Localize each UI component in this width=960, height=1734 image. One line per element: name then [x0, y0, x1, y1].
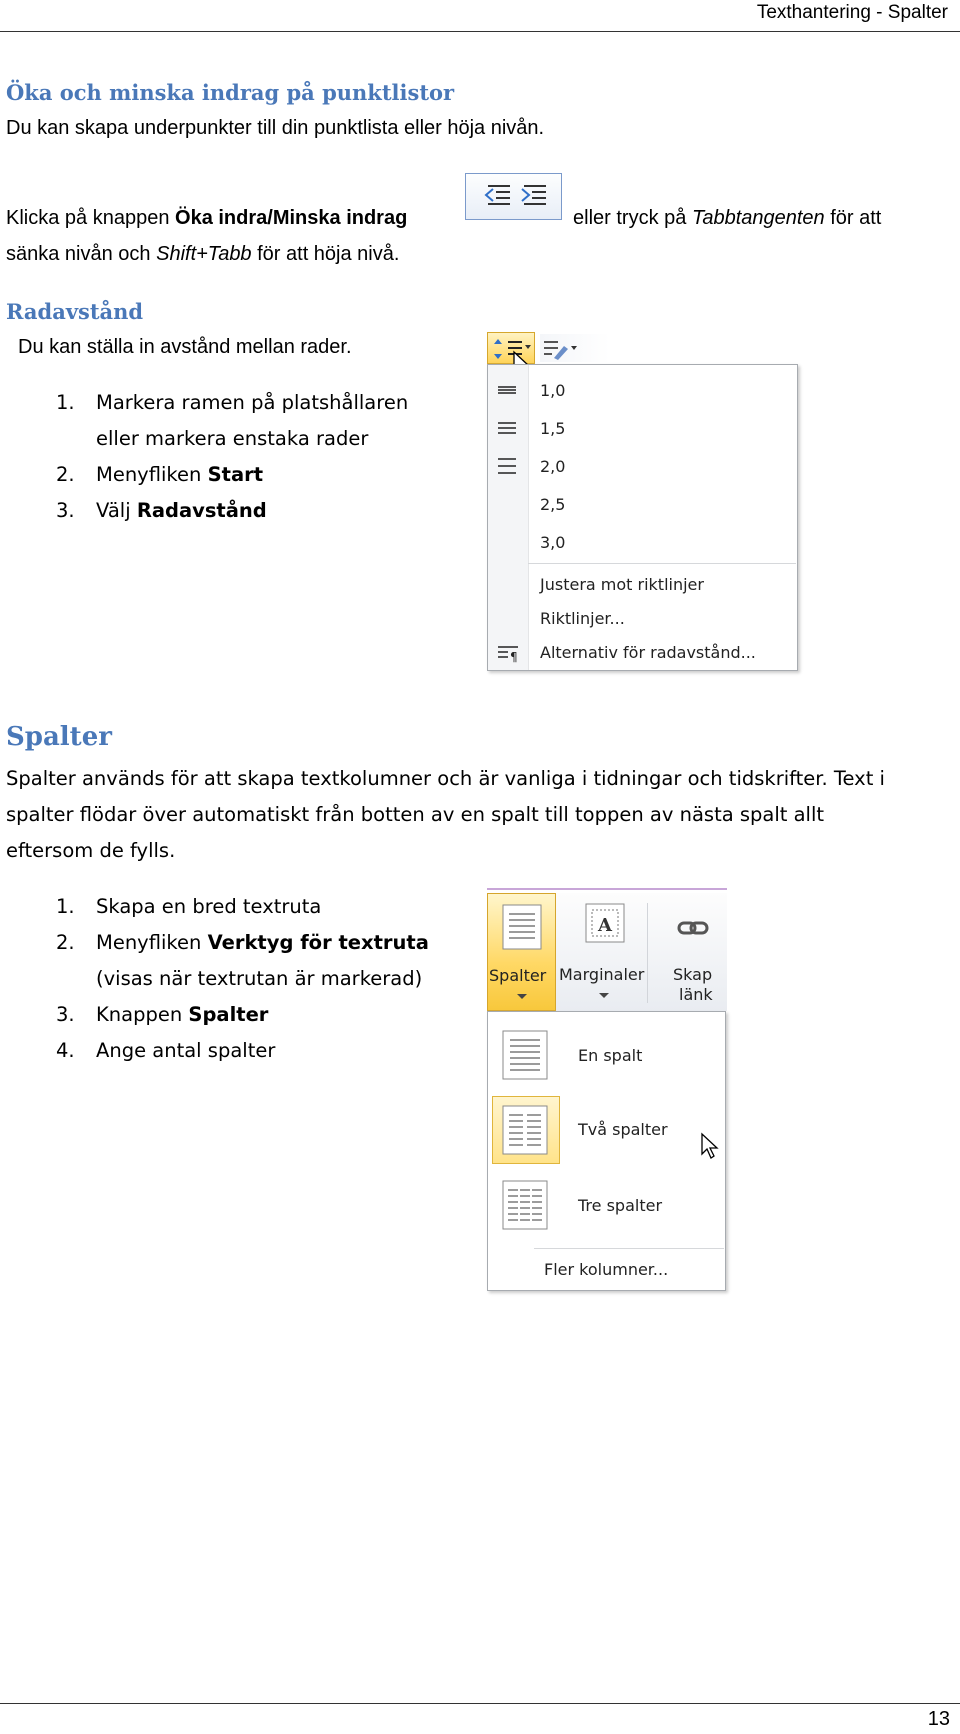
menu-item-two-columns[interactable]: Två spalter: [488, 1096, 724, 1166]
dropdown-arrow-icon: [517, 994, 527, 1000]
lines-icon: [498, 458, 518, 474]
list-item: 3. Knappen Spalter: [56, 1003, 269, 1026]
create-link-ribbon-button[interactable]: Skap länk: [653, 893, 727, 1011]
running-header: Texthantering - Spalter: [756, 2, 948, 23]
indent-intro: Du kan skapa underpunkter till din punktlista eller höja nivån.: [6, 117, 545, 139]
menu-item-guides[interactable]: Riktlinjer...: [540, 609, 625, 628]
svg-text:¶: ¶: [510, 650, 518, 663]
header-rule: [0, 31, 960, 32]
footer-rule: [0, 1703, 960, 1704]
menu-item-1-5[interactable]: 1,5: [488, 411, 796, 445]
columns-icon: [502, 904, 542, 950]
shading-button[interactable]: [540, 334, 610, 362]
menu-item-1-0[interactable]: 1,0: [488, 373, 796, 407]
paragraph-shading-icon: [540, 334, 580, 362]
two-columns-icon: [502, 1105, 548, 1155]
columns-ribbon-button[interactable]: Spalter: [487, 893, 556, 1011]
page-number: 13: [927, 1708, 950, 1730]
list-item: 1. Skapa en bred textruta: [56, 895, 322, 918]
decrease-indent-icon: [486, 186, 510, 204]
columns-para-line-1: Spalter används för att skapa textkolumner och är vanliga i tidningar och tidskrifter. Text i: [6, 767, 885, 790]
one-column-icon: [502, 1030, 548, 1080]
columns-para-line-3: eftersom de fylls.: [6, 839, 176, 862]
lines-icon: [498, 420, 518, 436]
three-columns-icon: [502, 1180, 548, 1230]
section-heading-columns: Spalter: [6, 722, 112, 752]
paragraph-options-icon: [498, 643, 522, 663]
indent-line-2: sänka nivån och Shift+Tabb för att höja nivå.: [6, 243, 400, 265]
line-spacing-intro: Du kan ställa in avstånd mellan rader.: [18, 336, 352, 358]
columns-steps: [56, 889, 476, 1074]
section-heading-line-spacing: Radavstånd: [6, 299, 144, 324]
list-item: 4. Ange antal spalter: [56, 1039, 276, 1062]
margins-icon: [585, 903, 625, 943]
increase-indent-icon: [522, 186, 546, 204]
list-item: 3. Välj Radavstånd: [56, 499, 267, 522]
list-item: 2. Menyfliken Start: [56, 463, 264, 486]
mouse-cursor-icon: [700, 1132, 722, 1162]
menu-item-3-0[interactable]: 3,0: [540, 533, 566, 552]
indent-line-1-end: eller tryck på Tabbtangenten för att: [573, 207, 882, 229]
link-icon: [677, 919, 717, 939]
list-item: (visas när textrutan är markerad): [96, 967, 423, 990]
indent-line-1: Klicka på knappen Öka indra/Minska indrag: [6, 207, 408, 229]
menu-separator: [528, 563, 796, 564]
dropdown-arrow-icon: [599, 993, 609, 999]
menu-separator: [534, 1248, 724, 1249]
menu-item-align-guides[interactable]: Justera mot riktlinjer: [540, 575, 704, 594]
columns-menu: [487, 1011, 726, 1291]
ribbon-top-border: [487, 888, 727, 890]
indent-icons: [466, 174, 563, 221]
increase-decrease-indent-button[interactable]: [465, 173, 562, 220]
menu-item-more-columns[interactable]: Fler kolumner...: [544, 1260, 669, 1279]
menu-item-line-spacing-options[interactable]: ¶ Alternativ för radavstånd...: [488, 637, 796, 669]
lines-icon: [498, 382, 518, 398]
columns-para-line-2: spalter flödar över automatiskt från botten av en spalt till toppen av nästa spalt allt: [6, 803, 825, 826]
list-item: eller markera enstaka rader: [96, 427, 369, 450]
section-heading-indent: Öka och minska indrag på punktlistor: [6, 80, 455, 105]
line-spacing-steps: [56, 385, 456, 535]
ribbon-divider: [647, 903, 648, 1003]
textbox-ribbon: [487, 893, 727, 1011]
menu-item-2-0[interactable]: 2,0: [488, 449, 796, 483]
list-item: 2. Menyfliken Verktyg för textruta: [56, 931, 429, 954]
menu-item-2-5[interactable]: 2,5: [540, 495, 566, 514]
margins-ribbon-button[interactable]: A Marginaler: [559, 893, 647, 1011]
svg-text:A: A: [598, 915, 612, 936]
line-spacing-menu: [487, 364, 798, 671]
menu-item-one-column[interactable]: En spalt: [488, 1022, 724, 1092]
list-item: 1. Markera ramen på platshållaren: [56, 391, 409, 414]
menu-item-three-columns[interactable]: Tre spalter: [488, 1172, 724, 1242]
